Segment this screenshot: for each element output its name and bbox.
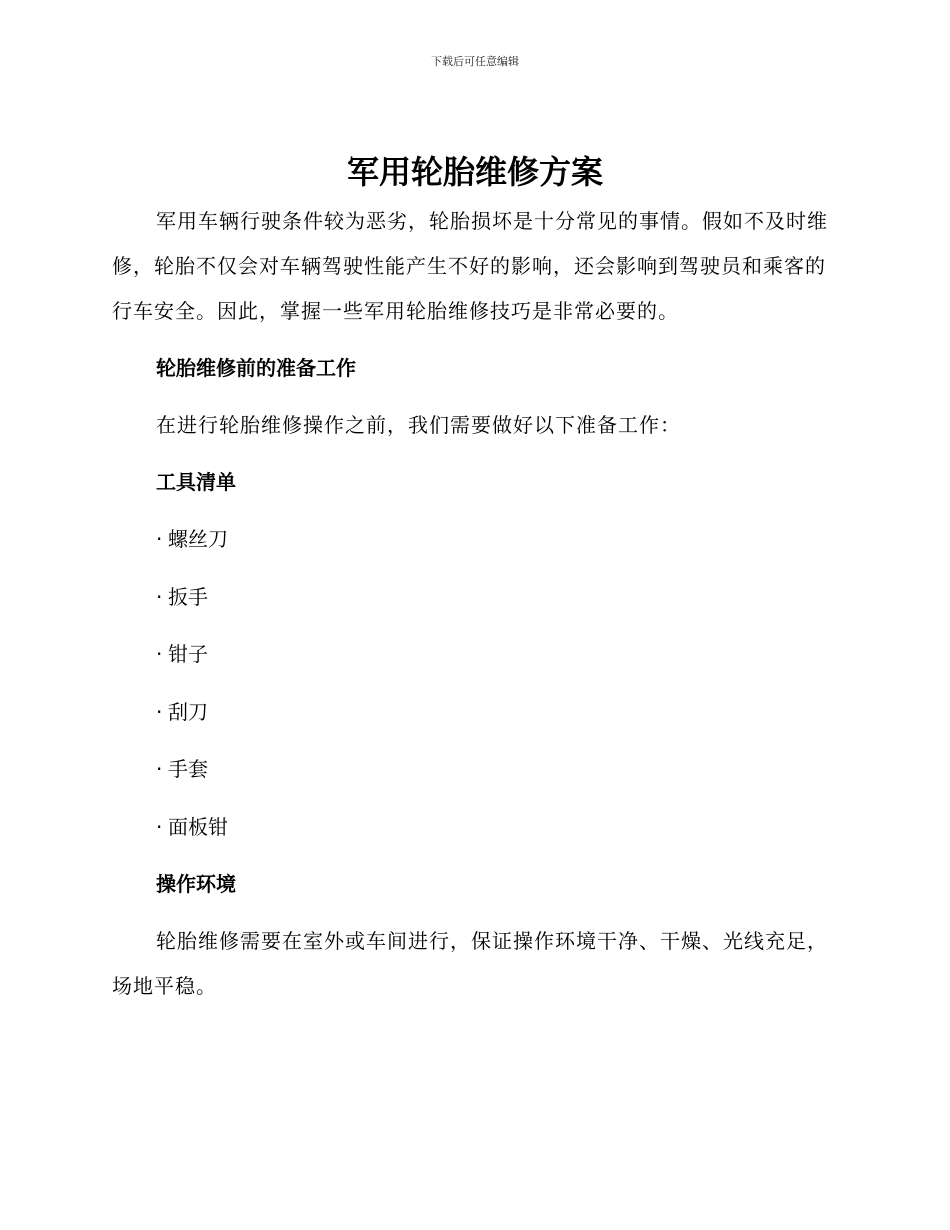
- tools-heading: 工具清单: [156, 470, 236, 494]
- header-note: 下载后可任意编辑: [431, 55, 519, 68]
- prep-heading: 轮胎维修前的准备工作: [156, 356, 356, 380]
- intro-paragraph: 军用车辆行驶条件较为恶劣，轮胎损坏是十分常见的事情。假如不及时维修，轮胎不仅会对车辆驾驶性能产生不好的影响，还会影响到驾驶员和乘客的行车安全。因此，掌握一些军用轮胎维修技巧是非常必要的。: [112, 209, 828, 323]
- list-item: [112, 805, 834, 850]
- list-item: [112, 690, 834, 735]
- tool-label: 螺丝刀: [168, 527, 228, 551]
- document-body: [112, 199, 834, 1009]
- tool-list: [112, 517, 834, 850]
- list-item: [112, 517, 834, 562]
- list-item: [112, 575, 834, 620]
- bullet-icon: ·: [156, 757, 163, 781]
- bullet-icon: ·: [156, 699, 163, 724]
- bullet-icon: ·: [156, 814, 163, 839]
- bullet-icon: ·: [156, 642, 163, 666]
- document-title: 军用轮胎维修方案: [346, 153, 603, 191]
- environment-paragraph: 轮胎维修需要在室外或车间进行，保证操作环境干净、干燥、光线充足，场地平稳。: [112, 929, 828, 998]
- tool-label: 钳子: [168, 642, 208, 666]
- list-item: [112, 632, 834, 677]
- bullet-icon: ·: [156, 527, 163, 551]
- list-item: [112, 747, 834, 792]
- tool-label: 刮刀: [168, 699, 208, 724]
- tool-label: 扳手: [168, 584, 208, 609]
- bullet-icon: ·: [156, 584, 163, 609]
- tool-label: 面板钳: [168, 814, 228, 839]
- prep-paragraph: 在进行轮胎维修操作之前，我们需要做好以下准备工作：: [156, 413, 681, 437]
- environment-heading: 操作环境: [156, 872, 236, 896]
- tool-label: 手套: [168, 757, 208, 781]
